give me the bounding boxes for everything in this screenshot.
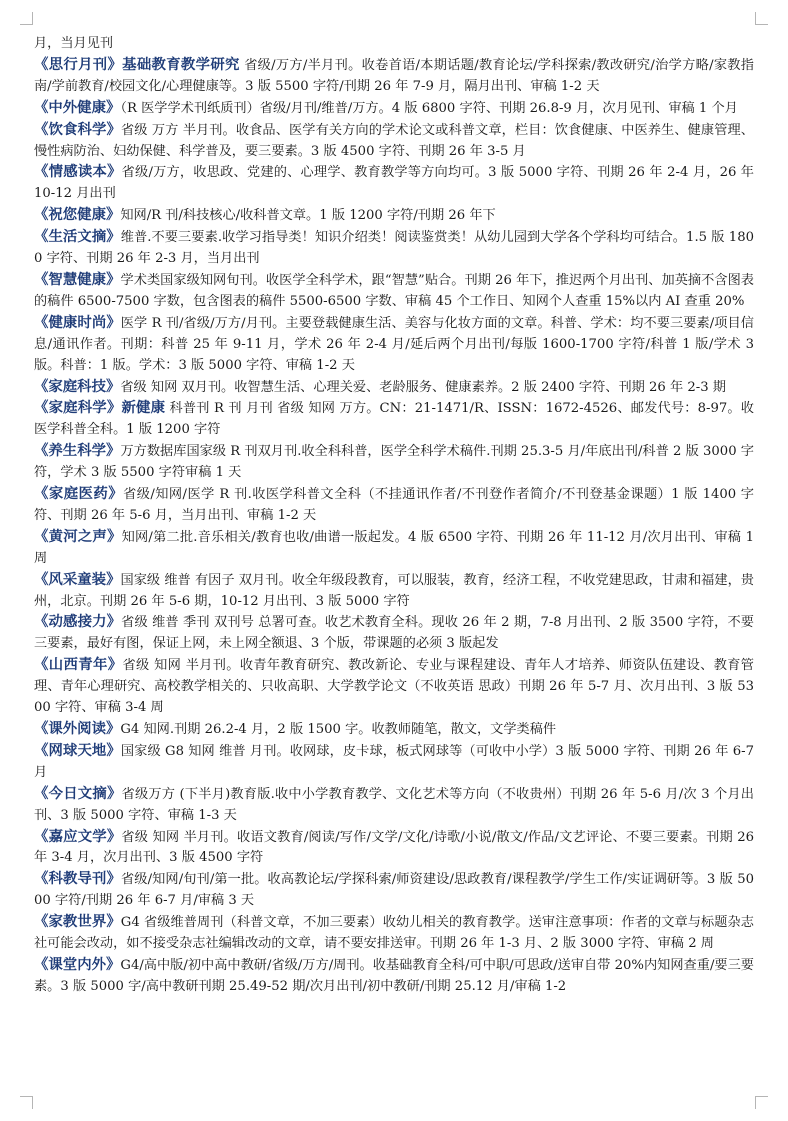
journal-entry <box>34 741 754 784</box>
journal-entry <box>34 827 754 870</box>
crop-mark-bottom-left <box>20 1096 33 1109</box>
journal-entry <box>34 398 754 441</box>
journal-name: 《风采童装》 <box>34 571 121 588</box>
journal-name: 《中外健康》 <box>34 99 121 116</box>
journal-name: 《科教导刊》 <box>34 871 121 888</box>
journal-entry <box>34 162 754 205</box>
journal-entry <box>34 527 754 570</box>
journal-description: 省级 知网 半月刊。收语文教育/阅读/写作/文学/文化/诗歌/小说/散文/作品/文艺评论、不要三要素。刊期 26 年 3-4 月，次月出刊、3 版 4500 字符 <box>34 829 754 866</box>
journal-description: 国家级 G8 知网 维普 月刊。收网球，皮卡球，板式网球等（可收中小学）3 版 5000 字符、刊期 26 年 6-7 月 <box>34 743 754 780</box>
journal-name: 《动感接力》 <box>34 614 122 631</box>
journal-name: 《课外阅读》 <box>34 721 121 737</box>
journal-name: 《山西青年》 <box>34 657 123 674</box>
journal-entry <box>34 955 754 998</box>
journal-description: 省级万方 (下半月)教育版.收中小学教育教学、文化艺术等方向（不收贵州）刊期 26 年 5-6 月/次 3 个月出刊、3 版 5000 字符、审稿 1-3 天 <box>34 786 754 823</box>
crop-mark-top-left <box>20 12 33 25</box>
journal-description: 维普.不要三要素.收学习指导类！知识介绍类！阅读鉴赏类！从幼儿园到大学各个学科均可结合。1.5 版 1800 字符、刊期 26 年 2-3 月，当月出刊 <box>34 230 754 267</box>
journal-entry <box>34 719 754 741</box>
journal-description: 省级 万方 半月刊。收食品、医学有关方向的学术论文或科普文章，栏目：饮食健康、中医养生、健康管理、慢性病防治、妇幼保健、科学普及，要三要素。3 版 4500 字符、刊期 26 年 3-5 月 <box>34 122 754 159</box>
journal-description: 省级 维普 季刊 双刊号 总署可查。收艺术教育全科。现收 26 年 2 期，7-8 月出刊、2 版 3500 字符，不要三要素，最好有图，保证上网，未上网全额退、3 个版，带课题的必须 3 版起发 <box>34 615 754 652</box>
journal-entry <box>34 441 754 484</box>
journal-description: （R 医学学术刊纸质刊）省级/月刊/维普/万方。4 版 6800 字符、刊期 26.8-9 月，次月见刊、审稿 1 个月 <box>120 100 738 116</box>
journal-description: 医学 R 刊/省级/万方/月刊。主要登载健康生活、美容与化妆方面的文章。科普、学术：均不要三要素/项目信息/通讯作者。刊期：科普 25 年 9-11 月，学术 26 年 2-4 月/延后两个月出刊/每版 1600-1700 字符/科普 1 版/学术 3 版。科普：1 版。学术：3 版 5000 字符、审稿 1-2 天 <box>34 315 754 373</box>
journal-name: 《思行月刊》基础教育教学研究 <box>34 56 240 73</box>
journal-name: 《智慧健康》 <box>34 271 121 288</box>
journal-description: 省级 知网 双月刊。收智慧生活、心理关爱、老龄服务、健康素养。2 版 2400 字符、刊期 26 年 2-3 期 <box>120 379 726 395</box>
journal-entry <box>34 120 754 163</box>
journal-entry <box>34 612 754 655</box>
journal-entry <box>34 570 754 613</box>
journal-description: 省级 知网 半月刊。收青年教育研究、教改新论、专业与课程建设、青年人才培养、师资队伍建设、教育管理、青年心理研究、高校教学相关的、只收高职、大学教学论文（不收英语 思政）刊期 26 年 5-7 月、次月出刊、3 版 5300 字符、审稿 3-4 周 <box>34 658 754 716</box>
journal-description: 学术类国家级知网旬刊。收医学全科学术，跟“智慧”贴合。刊期 26 年下，推迟两个月出刊、加英摘不含图表的稿件 6500-7500 字数，包含图表的稿件 5500-6500 字数、审稿 45 个工作日、知网个人查重 15%以内 AI 查重 20% <box>34 272 754 309</box>
journal-entry <box>34 784 754 827</box>
journal-name: 《健康时尚》 <box>34 314 121 331</box>
journal-description: 科普刊 R 刊 月刊 省级 知网 万方。CN：21-1471/R、ISSN：1672-4526、邮发代号：8-97。收医学科普全科。1 版 1200 字符 <box>34 401 754 438</box>
journal-description: 国家级 维普 有因子 双月刊。收全年级段教育，可以服装，教育，经济工程，不收党建思政，甘肃和福建，贵州，北京。刊期 26 年 5-6 期，10-12 月出刊、3 版 5000 字符 <box>34 572 754 609</box>
journal-entry <box>34 227 754 270</box>
journal-list <box>34 55 754 998</box>
journal-name: 《今日文摘》 <box>34 785 122 802</box>
journal-description: G4 知网.刊期 26.2-4 月，2 版 1500 字。收教师随笔，散文，文学类稿件 <box>120 722 557 737</box>
journal-description: 省级/万方，收思政、党建的、心理学、教育教学等方向均可。3 版 5000 字符、刊期 26 年 2-4 月，26 年 10-12 月出刊 <box>34 165 754 202</box>
journal-name: 《养生科学》 <box>34 443 121 460</box>
journal-description: 省级/万方/半月刊。收卷首语/本期话题/教育论坛/学科探索/教改研究/治学方略/家教指南/学前教育/校园文化/心理健康等。3 版 5500 字符/刊期 26 年 7-9 月，隔月出刊、审稿 1-2 天 <box>34 57 754 94</box>
journal-name: 《家庭医药》 <box>34 486 124 503</box>
crop-mark-bottom-right <box>755 1096 768 1109</box>
journal-name: 《黄河之声》 <box>34 528 122 545</box>
journal-name: 《家庭科学》新健康 <box>34 400 166 417</box>
journal-entry <box>34 205 754 227</box>
crop-mark-top-right <box>755 12 768 25</box>
journal-description: 万方数据库国家级 R 刊双月刊.收全科科普，医学全科学术稿件.刊期 25.3-5 月/年底出刊/科普 2 版 3000 字符，学术 3 版 5500 字符审稿 1 天 <box>34 444 754 481</box>
journal-description: 省级/知网/医学 R 刊.收医学科普文全科（不挂通讯作者/不刊登作者简介/不刊登基金课题）1 版 1400 字符、刊期 26 年 5-6 月，当月出刊、审稿 1-2 天 <box>34 487 754 523</box>
journal-description: 知网/第二批.音乐相关/教育也收/曲谱一版起发。4 版 6500 字符、刊期 26 年 11-12 月/次月出刊、审稿 1 周 <box>34 529 754 566</box>
journal-name: 《家教世界》 <box>34 914 121 931</box>
journal-entry <box>34 655 754 719</box>
journal-entry <box>34 912 754 955</box>
journal-name: 《家庭科技》 <box>34 378 121 395</box>
journal-description: 省级/知网/旬刊/第一批。收高教论坛/学探科索/师资建设/思政教育/课程教学/学生工作/实证调研等。3 版 5000 字符/刊期 26 年 6-7 月/审稿 3 天 <box>34 872 754 909</box>
journal-description: 知网/R 刊/科技核心/收科普文章。1 版 1200 字符/刊期 26 年下 <box>120 208 496 224</box>
journal-name: 《嘉应文学》 <box>34 828 122 845</box>
journal-entry <box>34 869 754 912</box>
journal-description: G4 省级维普周刊（科普文章，不加三要素）收幼儿相关的教育教学。送审注意事项：作者的文章与标题杂志社可能会改动，如不接受杂志社编辑改动的文章，请不要安排送审。刊期 26 年 1-3 月、2 版 3000 字符、审稿 2 周 <box>34 915 754 952</box>
journal-entry <box>34 313 754 377</box>
journal-entry <box>34 484 754 527</box>
journal-description: G4/高中版/初中高中教研/省级/万方/周刊。收基础教育全科/可中职/可思政/送审自带 20%内知网查重/要三要素。3 版 5000 字/高中教研刊期 25.49-52 期/次月出刊/初中教研/刊期 25.12 月/审稿 1-2 <box>34 957 754 994</box>
document-page <box>34 34 754 998</box>
journal-name: 《课堂内外》 <box>34 956 121 973</box>
journal-name: 《祝您健康》 <box>34 207 121 224</box>
journal-name: 《情感读本》 <box>34 164 122 181</box>
journal-entry <box>34 270 754 313</box>
journal-name: 《生活文摘》 <box>34 229 121 246</box>
journal-entry <box>34 55 754 98</box>
journal-entry <box>34 98 754 120</box>
lead-text: 月，当月见刊 <box>34 36 114 51</box>
journal-name: 《网球天地》 <box>34 742 121 759</box>
journal-name: 《饮食科学》 <box>34 121 121 138</box>
journal-entry <box>34 377 754 399</box>
